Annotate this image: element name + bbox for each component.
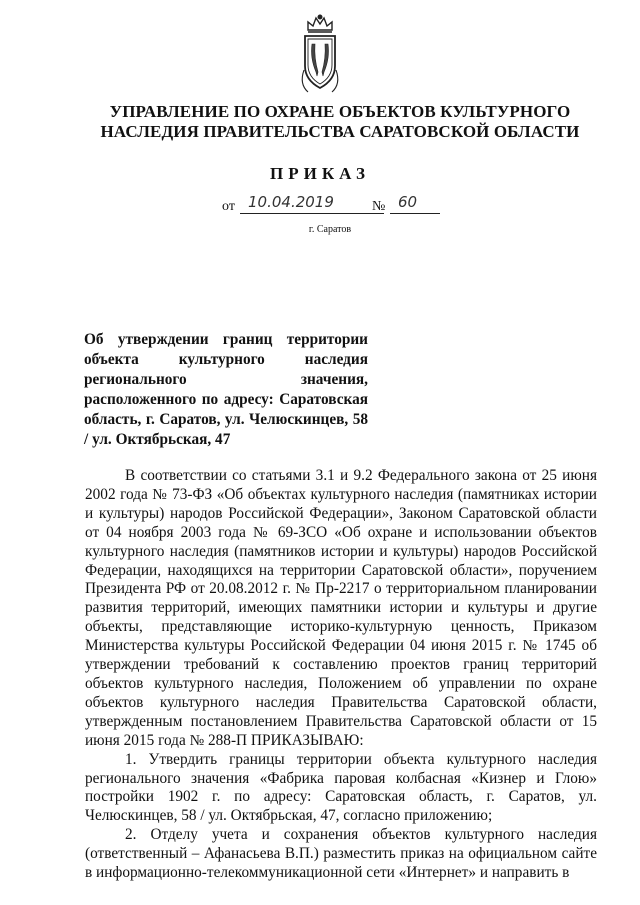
subject-line: регионального значения, (84, 371, 368, 388)
subject-line: Об утверждении границ территории (84, 331, 368, 348)
city-label: г. Саратов (308, 224, 352, 235)
subject-line: расположенного по адресу: Саратовская (84, 391, 368, 408)
coat-of-arms-icon (296, 14, 344, 96)
date-underline (240, 213, 384, 214)
subject-line: / ул. Октябрьская, 47 (84, 431, 231, 448)
issuing-authority (60, 102, 620, 142)
order-item-2: 2. Отделу учета и сохранения объектов культурного наследия (ответственный – Афанасьева В.П.) разместить приказ на официальном сайте в информационно-телекоммуникационной сети «Интернет» и направить в (85, 826, 597, 882)
number-underline (390, 213, 440, 214)
number-handwritten: 60 (398, 193, 418, 211)
order-subject (84, 330, 368, 450)
subject-line: область, г. Саратов, ул. Челюскинцев, 58 (84, 411, 368, 428)
document-type: ПРИКАЗ (270, 164, 370, 183)
date-prefix: от (222, 199, 235, 214)
date-handwritten: 10.04.2019 (248, 193, 334, 211)
authority-line-1: УПРАВЛЕНИЕ ПО ОХРАНЕ ОБЪЕКТОВ КУЛЬТУРНОГО (109, 102, 571, 121)
subject-line: объекта культурного наследия (84, 351, 368, 368)
number-prefix: № (372, 199, 386, 214)
preamble-paragraph: В соответствии со статьями 3.1 и 9.2 Федерального закона от 25 июня 2002 года № 73-ФЗ «Об объектах культурного наследия (памятниках истории и культуры) народов Российской Федерации», Законом Саратовской области от 04 ноября 2003 года № 69-ЗСО «Об охране и использовании объектов культурного наследия (памятников истории и культуры) народов Российской Федерации, находящихся на территории Саратовской области», поручением Президента РФ от 20.08.2012 г. № Пр-2217 о территориальном планировании развития территорий, имеющих памятники истории и культуры и другие объекты, представляющие историко-культурную ценность, Приказом Министерства культуры Российской Федерации 04 июня 2015 г. № 1745 об утверждении требований к составлению проектов границ территорий объектов культурного наследия, Положением об управлении по охране объектов культурного наследия Правительства Саратовской области, утвержденным постановлением Правительства Саратовской области от 15 июня 2015 года № 288-П ПРИКАЗЫВАЮ: (85, 467, 597, 749)
order-body (85, 467, 597, 883)
order-item-1: 1. Утвердить границы территории объекта культурного наследия регионального значения «Фабрика паровая колбасная «Кизнер и Глою» постройки 1902 г. по адресу: Саратовская область, г. Саратов, ул. Челюскинцев, 58 / ул. Октябрьская, 47, согласно приложению; (85, 750, 597, 825)
authority-line-2: НАСЛЕДИЯ ПРАВИТЕЛЬСТВА САРАТОВСКОЙ ОБЛАСТИ (100, 122, 580, 141)
